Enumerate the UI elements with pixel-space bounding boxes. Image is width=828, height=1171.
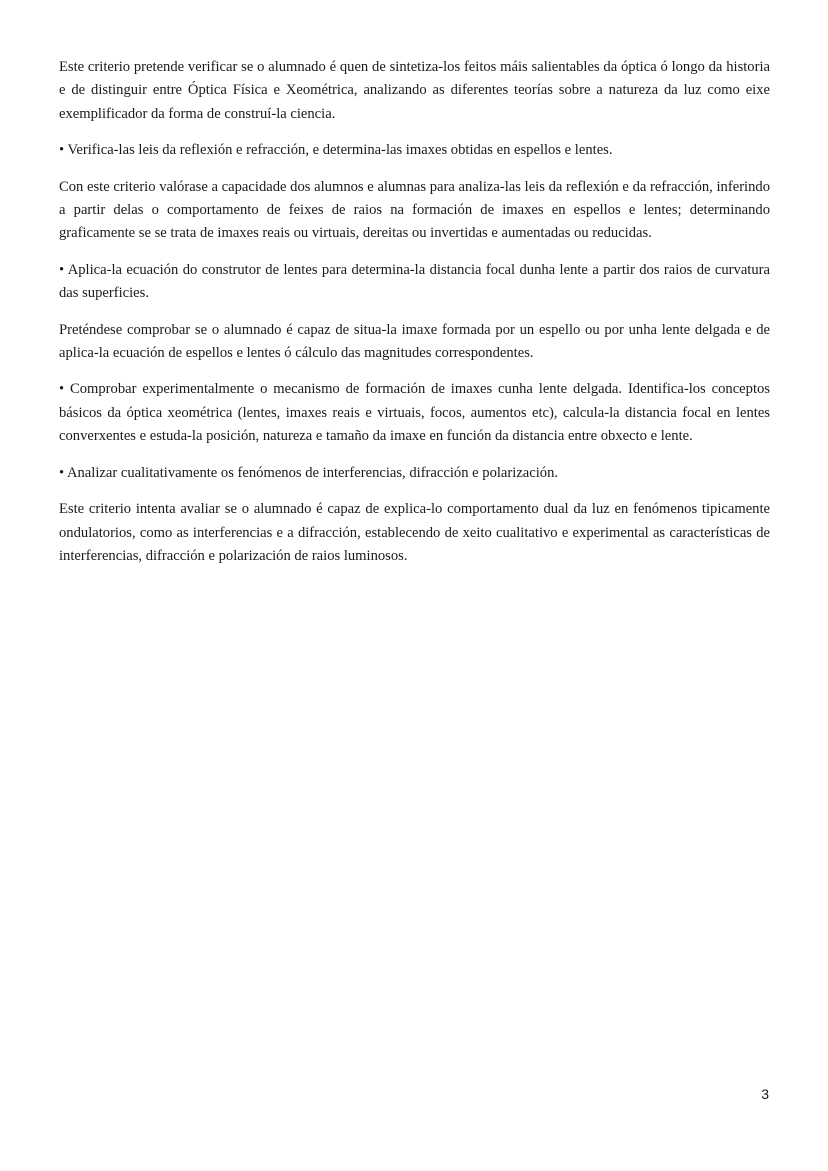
- bullet-reflection-refraction: • Verifica-las leis da reflexión e refracción, e determina-las imaxes obtidas en espellos e lentes.: [59, 142, 613, 159]
- page-number: 3: [761, 1086, 769, 1102]
- bullet-interference-diffraction: • Analizar cualitativamente os fenómenos de interferencias, difracción e polarización.: [59, 464, 559, 481]
- bullet-lens-maker-equation: • Aplica-la ecuación do construtor de lentes para determina-la distancia focal dunha lente a partir dos raios de curvatura das superficies.: [59, 261, 770, 302]
- paragraph-criterion-image-location: Preténdese comprobar se o alumnado é capaz de situa-la imaxe formada por un espello ou por unha lente delgada e de aplica-la ecuación de espellos e lentes ó cálculo das magnitudes correspondentes.: [59, 321, 770, 362]
- document-body: [59, 56, 770, 581]
- paragraph-criterion-wave-nature: Este criterio intenta avaliar se o alumnado é capaz de explica-lo comportamento dual da luz en fenómenos tipicamente ondulatorios, como as interferencias e a difracción, establecendo de xeito cualitativo e experimental as características de interferencias, difracción e polarización de raios luminosos.: [59, 501, 770, 564]
- bullet-thin-lens-experiment: • Comprobar experimentalmente o mecanismo de formación de imaxes cunha lente delgada. Identifica-los conceptos básicos da óptica xeométrica (lentes, imaxes reais e virtuais, focos, aumentos etc), calcula-la distancia focal en lentes converxentes e estuda-la posición, natureza e tamaño da imaxe en función da distancia entre obxecto e lente.: [59, 381, 770, 445]
- paragraph-criterion-reflection: Con este criterio valórase a capacidade dos alumnos e alumnas para analiza-las leis da reflexión e da refracción, inferindo a partir delas o comportamento de feixes de raios na formación de imaxes en espellos e lentes; determinando graficamente se se trata de imaxes reais ou virtuais, dereitas ou invertidas e aumentadas ou reducidas.: [59, 178, 770, 242]
- paragraph-criterion-history: Este criterio pretende verificar se o alumnado é quen de sintetiza-los feitos máis salientables da óptica ó longo da historia e de distinguir entre Óptica Física e Xeométrica, analizando as diferentes teorías sobre a natureza da luz como eixe exemplificador da forma de construí-la ciencia.: [59, 59, 770, 122]
